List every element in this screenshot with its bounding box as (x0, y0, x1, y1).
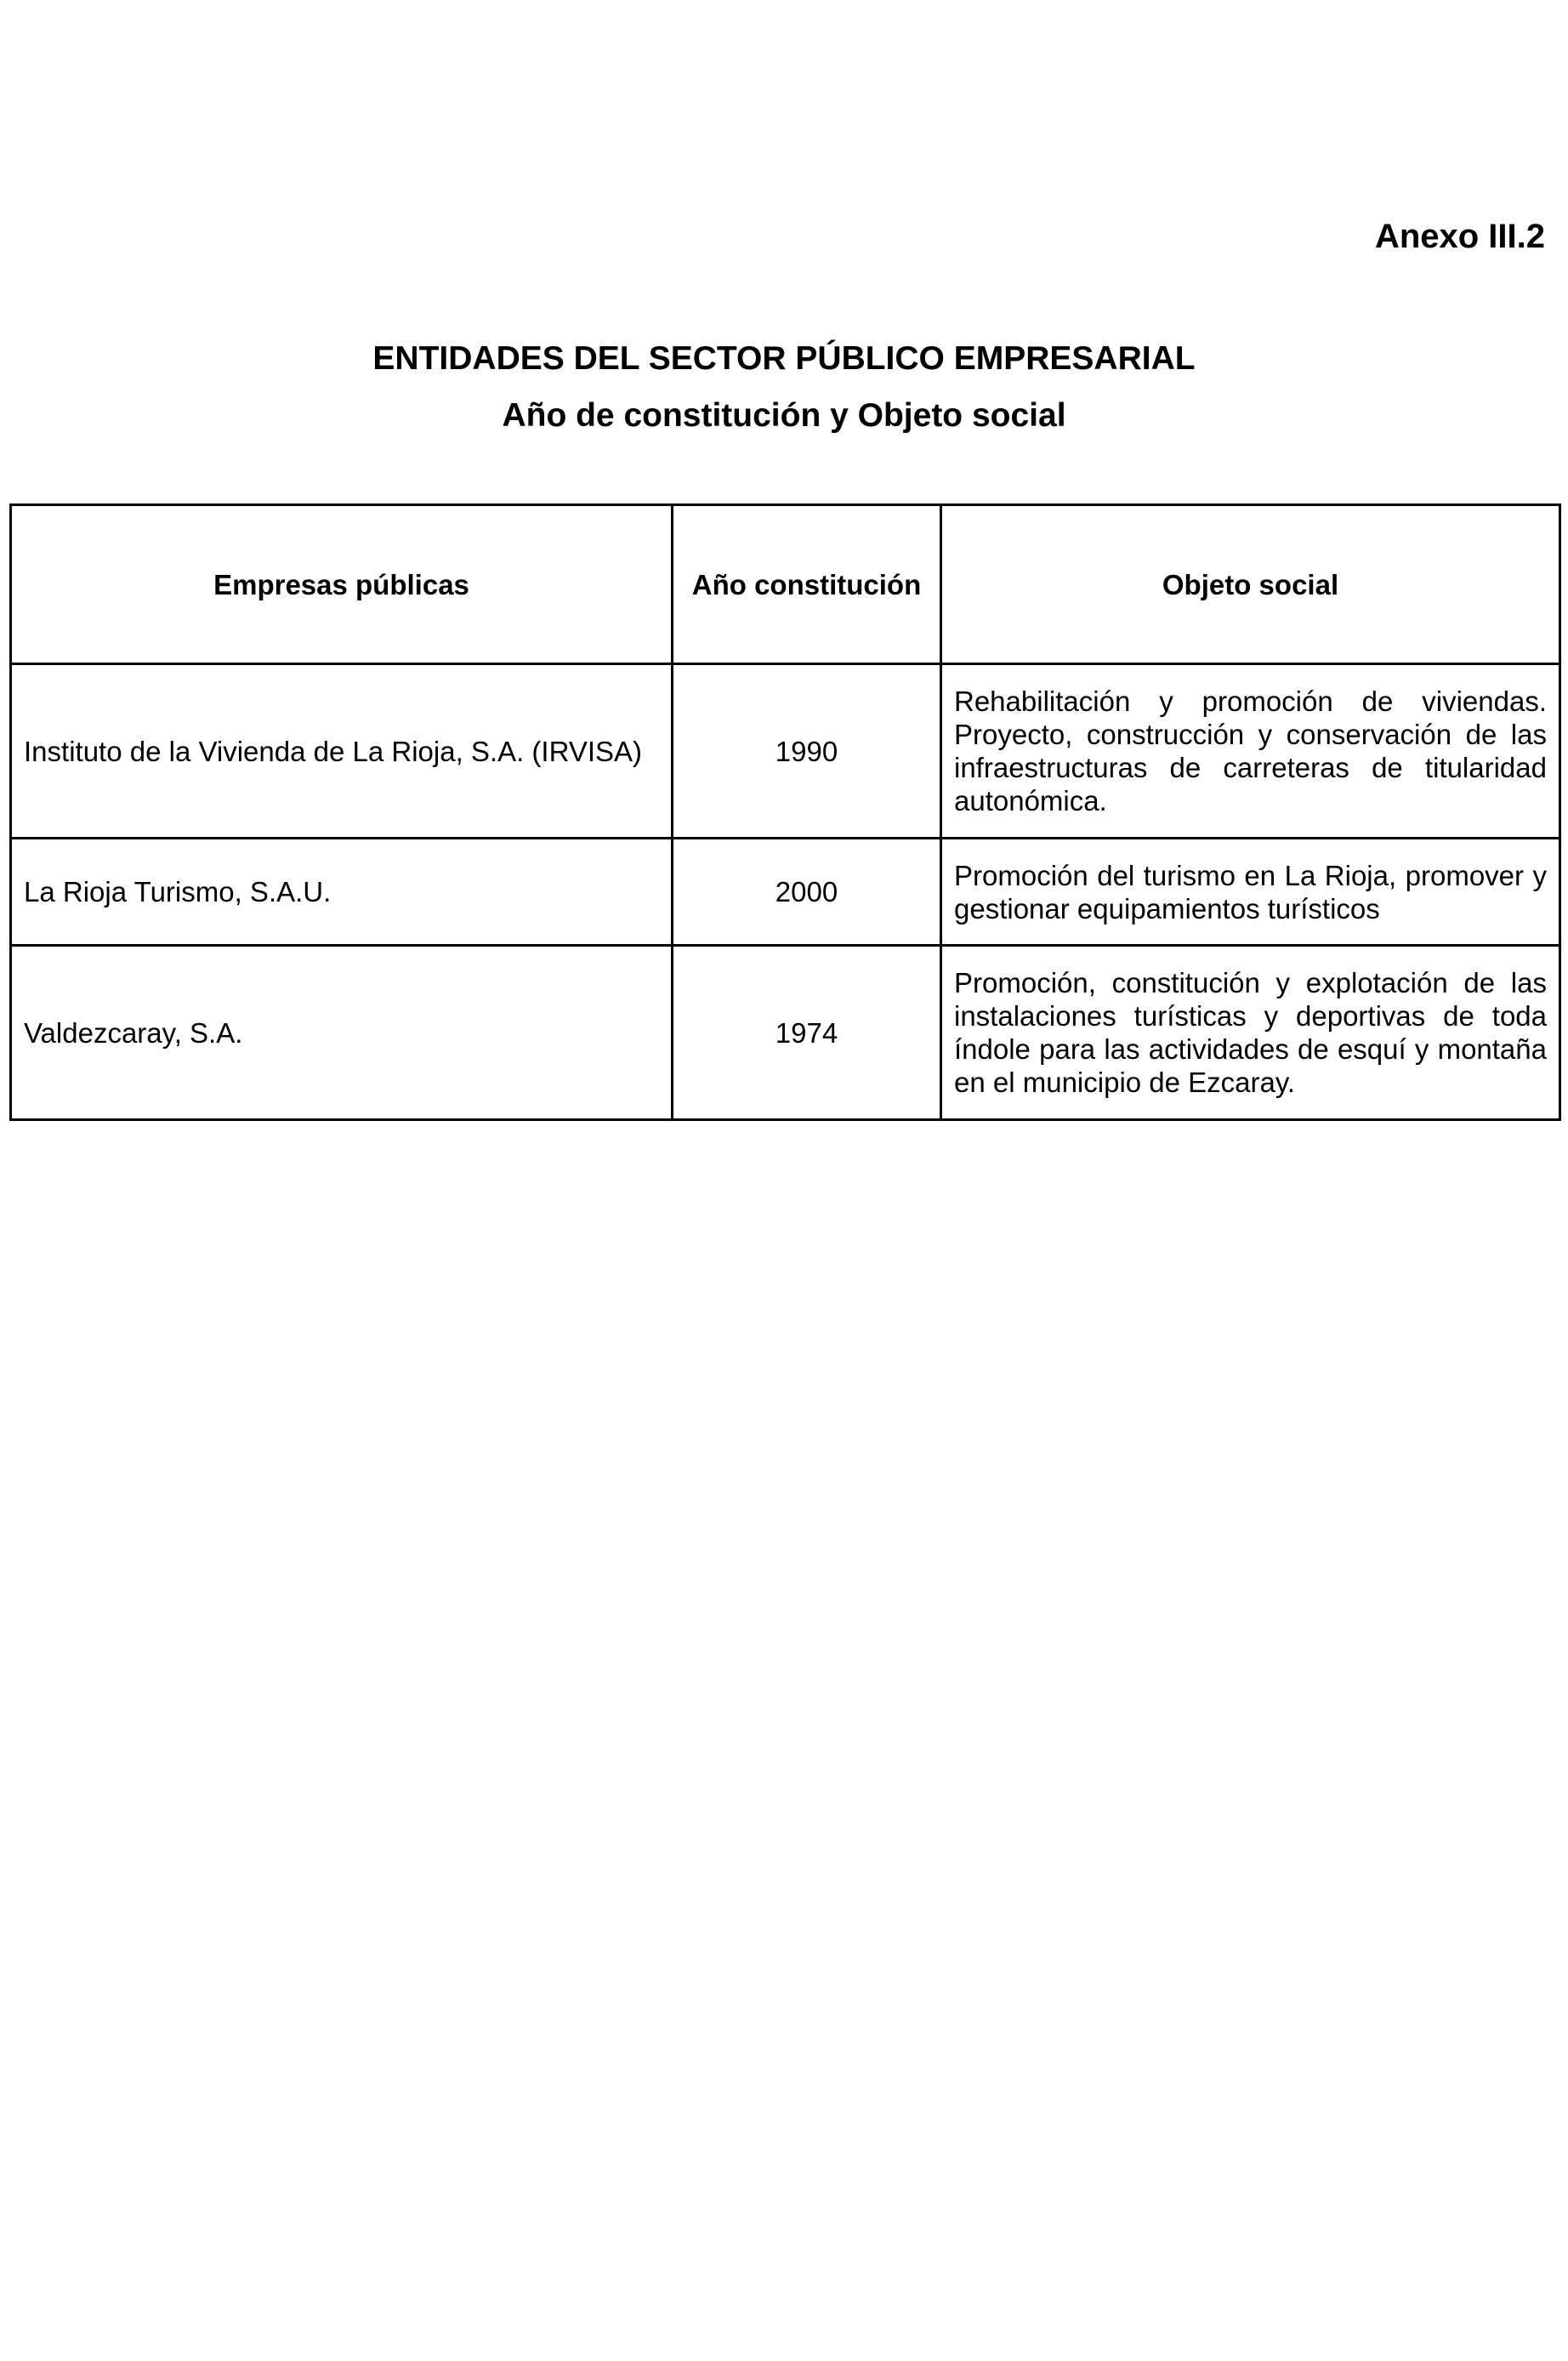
founding-year: 1974 (673, 946, 941, 1120)
company-name: Instituto de la Vivienda de La Rioja, S.A. (IRVISA) (11, 664, 673, 839)
corporate-purpose: Promoción del turismo en La Rioja, promover y gestionar equipamientos turísticos (941, 839, 1560, 946)
annex-label: Anexo III.2 (1374, 218, 1545, 255)
corporate-purpose: Rehabilitación y promoción de viviendas. Proyecto, construcción y conservación de las infraestructuras de carreteras de titularidad autonómica. (941, 664, 1560, 839)
header-purpose: Objeto social (941, 505, 1560, 664)
entities-table (9, 503, 1561, 1121)
document-title: ENTIDADES DEL SECTOR PÚBLICO EMPRESARIAL (372, 340, 1196, 377)
corporate-purpose: Promoción, constitución y explotación de las instalaciones turísticas y deportivas de toda índole para las actividades de esquí y montaña en el municipio de Ezcaray. (941, 946, 1560, 1120)
header-companies: Empresas públicas (11, 505, 673, 664)
founding-year: 2000 (673, 839, 941, 946)
table-row (11, 664, 1560, 839)
document-subtitle: Año de constitución y Objeto social (502, 397, 1066, 434)
header-year: Año constitución (673, 505, 941, 664)
table-row (11, 946, 1560, 1120)
company-name: La Rioja Turismo, S.A.U. (11, 839, 673, 946)
company-name: Valdezcaray, S.A. (11, 946, 673, 1120)
table-row (11, 839, 1560, 946)
founding-year: 1990 (673, 664, 941, 839)
table-header-row (11, 505, 1560, 664)
